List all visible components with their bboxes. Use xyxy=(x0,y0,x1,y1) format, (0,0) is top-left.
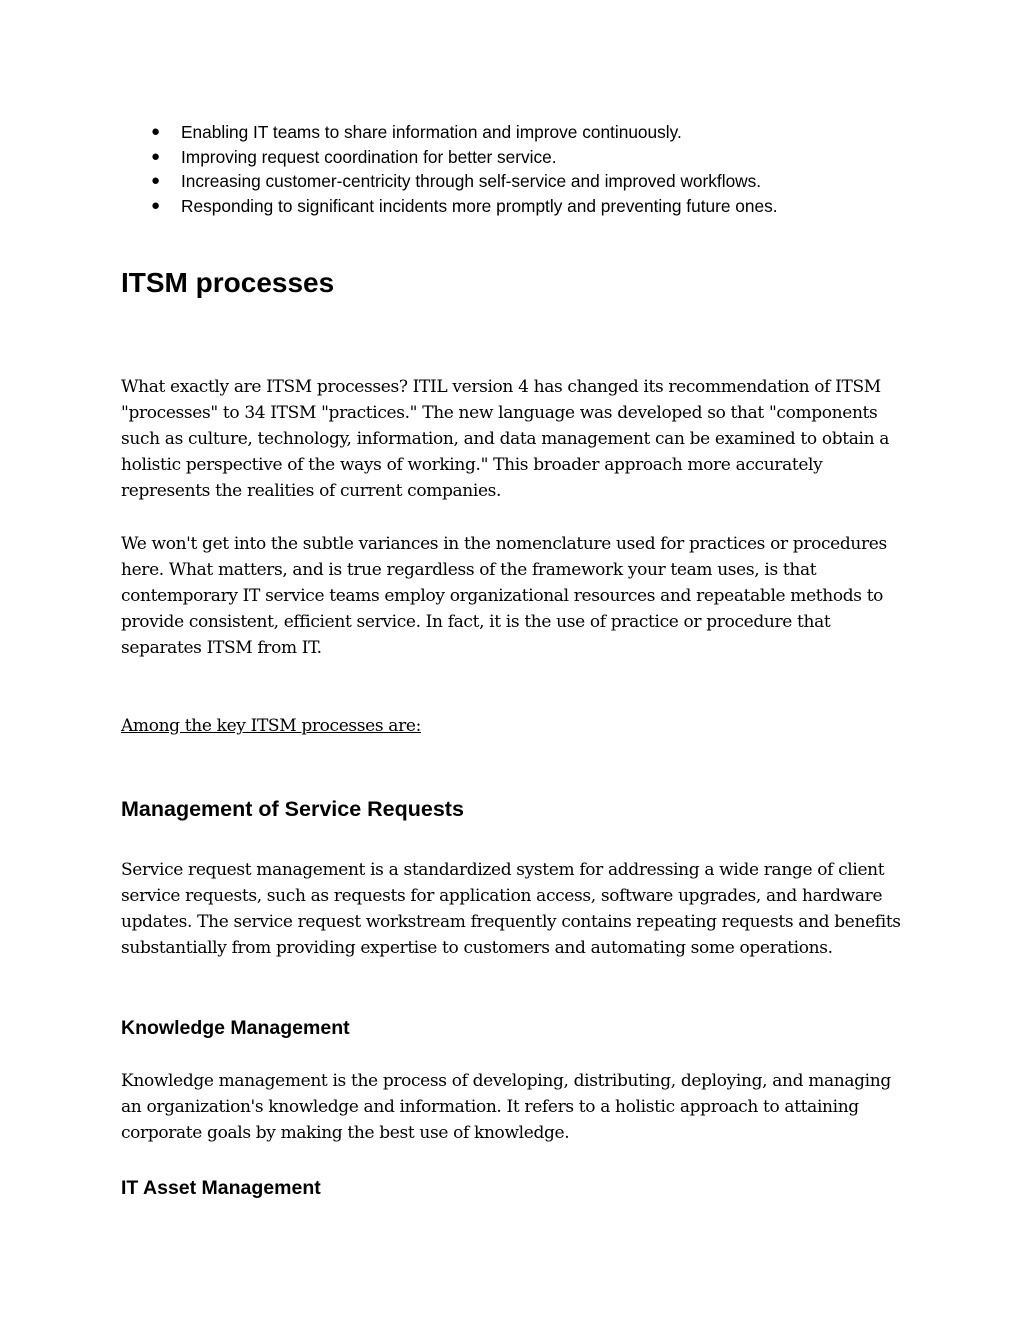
benefits-bullet-list xyxy=(151,120,778,218)
service-requests-paragraph: Service request management is a standardized system for addressing a wide range of client service requests, such as requests for application access, software upgrades, and hardware updates. The service request workstream frequently contains repeating requests and benefits substantially from providing expertise to customers and automating some operations. xyxy=(121,860,901,959)
bullet-icon: ● xyxy=(151,123,161,140)
bullet-text: Increasing customer-centricity through self-service and improved workflows. xyxy=(181,171,762,191)
bullet-icon: ● xyxy=(151,196,161,214)
key-processes-intro: Among the key ITSM processes are: xyxy=(121,716,421,736)
bullet-text: Enabling IT teams to share information and improve continuously. xyxy=(181,122,682,142)
bullet-item xyxy=(151,120,778,145)
knowledge-management-paragraph: Knowledge management is the process of developing, distributing, deploying, and managing an organization's knowledge and information. It refers to a holistic approach to attaining corporate goals by making the best use of knowledge. xyxy=(121,1071,891,1144)
bullet-item xyxy=(151,145,778,170)
knowledge-management-heading: Knowledge Management xyxy=(121,1017,350,1039)
itsm-intro-paragraph: What exactly are ITSM processes? ITIL version 4 has changed its recommendation of ITSM "processes" to 34 ITSM "practices." The new language was developed so that "components such as culture, technology, information, and data management can be examined to obtain a holistic perspective of the ways of working." This broader approach more accurately represents the realities of current companies. xyxy=(121,377,890,502)
nomenclature-paragraph: We won't get into the subtle variances in the nomenclature used for practices or procedures here. What matters, and is true regardless of the framework your team uses, is that contemporary IT service teams employ organizational resources and repeatable methods to provide consistent, efficient service. In fact, it is the use of practice or procedure that separates ITSM from IT. xyxy=(121,534,887,659)
bullet-text: Responding to significant incidents more promptly and preventing future ones. xyxy=(181,195,778,216)
bullet-icon: ● xyxy=(151,172,161,189)
itsm-processes-heading: ITSM processes xyxy=(121,267,335,298)
bullet-text: Improving request coordination for better service. xyxy=(181,146,557,167)
it-asset-management-heading: IT Asset Management xyxy=(121,1177,321,1199)
bullet-item xyxy=(151,194,778,219)
bullet-icon: ● xyxy=(151,147,161,165)
service-requests-heading: Management of Service Requests xyxy=(121,797,464,821)
bullet-item xyxy=(151,169,778,194)
